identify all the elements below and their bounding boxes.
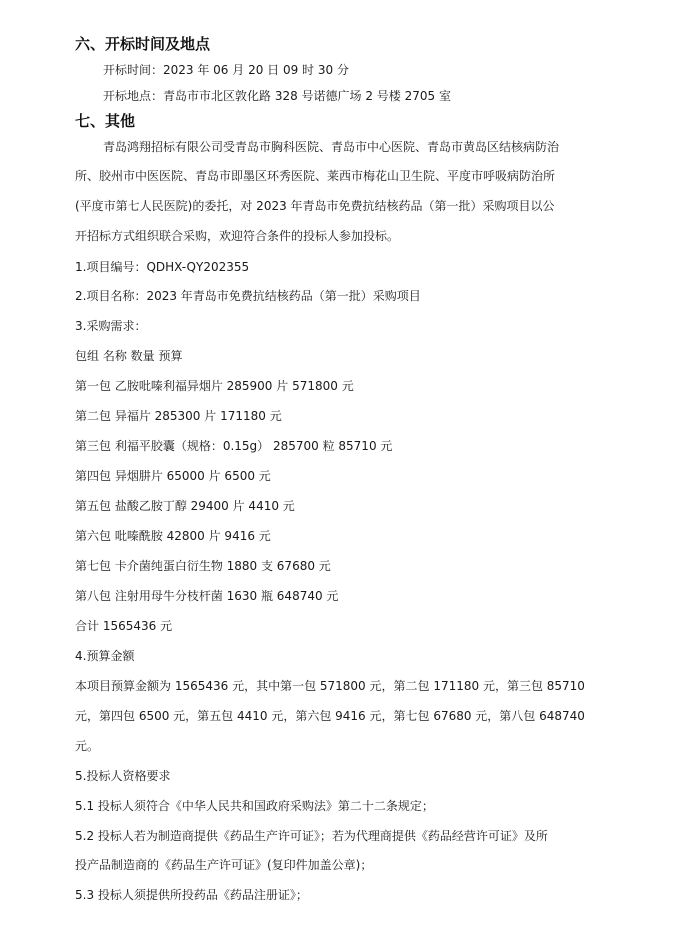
- procurement-needs-title: 3.采购需求：: [75, 319, 147, 333]
- qualification-title: 5.投标人资格要求: [75, 769, 171, 783]
- lot-row: 第一包 乙胺吡嗪利福异烟片 285900 片 571800 元: [75, 379, 354, 393]
- budget-line: 元。: [75, 739, 100, 753]
- lot-row: 第七包 卡介菌纯蛋白衍生物 1880 支 67680 元: [75, 559, 331, 573]
- intro-line: 开招标方式组织联合采购，欢迎符合条件的投标人参加投标。: [75, 229, 400, 243]
- section-6-heading: 六、开标时间及地点: [75, 35, 211, 53]
- qualification-5-1: 5.1 投标人须符合《中华人民共和国政府采购法》第二十二条规定；: [75, 799, 434, 813]
- opening-time: 开标时间：2023 年 06 月 20 日 09 时 30 分: [103, 63, 349, 77]
- budget-title: 4.预算金额: [75, 649, 135, 663]
- project-number: 1.项目编号：QDHX-QY202355: [75, 260, 250, 274]
- opening-place: 开标地点：青岛市市北区敦化路 328 号诺德广场 2 号楼 2705 室: [103, 89, 451, 103]
- lot-row: 第八包 注射用母牛分枝杆菌 1630 瓶 648740 元: [75, 589, 339, 603]
- project-name: 2.项目名称：2023 年青岛市免费抗结核药品（第一批）采购项目: [75, 289, 421, 303]
- qualification-5-2-cont: 投产品制造商的《药品生产许可证》(复印件加盖公章)；: [75, 858, 373, 872]
- lot-table-header: 包组 名称 数量 预算: [75, 349, 183, 363]
- lot-row: 第三包 利福平胶囊（规格：0.15g） 285700 粒 85710 元: [75, 439, 393, 453]
- budget-line: 本项目预算金额为 1565436 元，其中第一包 571800 元，第二包 171180 元，第三包 85710: [75, 679, 585, 693]
- lot-row: 第二包 异福片 285300 片 171180 元: [75, 409, 282, 423]
- qualification-5-3: 5.3 投标人须提供所投药品《药品注册证》；: [75, 888, 308, 902]
- qualification-5-2: 5.2 投标人若为制造商提供《药品生产许可证》；若为代理商提供《药品经营许可证》及所: [75, 829, 548, 843]
- budget-line: 元，第四包 6500 元，第五包 4410 元，第六包 9416 元，第七包 67680 元，第八包 648740: [75, 709, 585, 723]
- lot-row: 第六包 吡嗪酰胺 42800 片 9416 元: [75, 529, 271, 543]
- section-7-heading: 七、其他: [75, 112, 136, 130]
- lot-row: 第四包 异烟肼片 65000 片 6500 元: [75, 469, 271, 483]
- lot-row: 第五包 盐酸乙胺丁醇 29400 片 4410 元: [75, 499, 295, 513]
- intro-line: 所、胶州市中医医院、青岛市即墨区环秀医院、莱西市梅花山卫生院、平度市呼吸病防治所: [75, 169, 556, 183]
- total-row: 合计 1565436 元: [75, 619, 173, 633]
- intro-line: (平度市第七人民医院)的委托，对 2023 年青岛市免费抗结核药品（第一批）采购项目以公: [75, 199, 555, 213]
- intro-line: 青岛鸿翔招标有限公司受青岛市胸科医院、青岛市中心医院、青岛市黄岛区结核病防治: [103, 140, 560, 154]
